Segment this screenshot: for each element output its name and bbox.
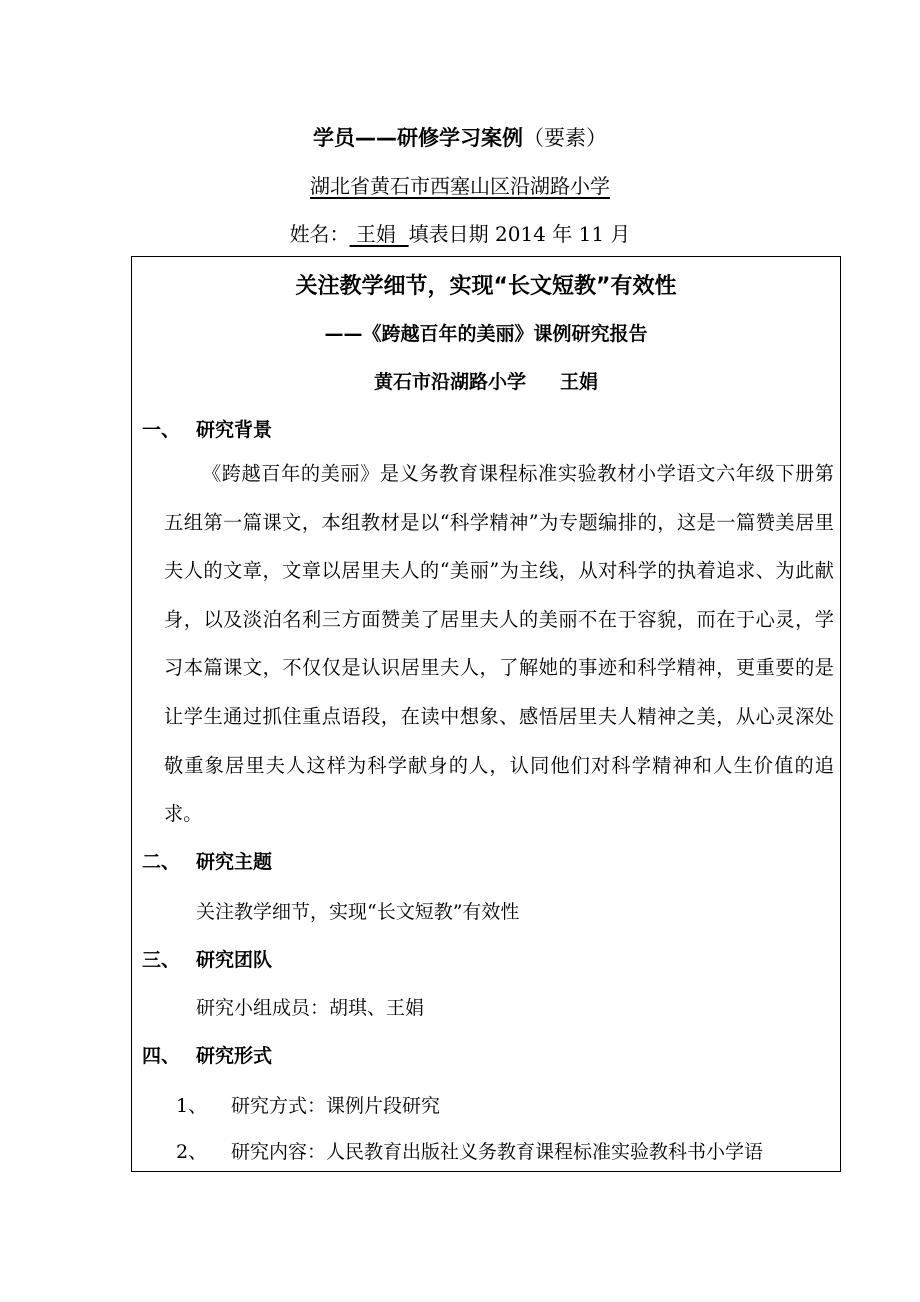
item-1-text: 研究方式：课例片段研究 — [231, 1095, 441, 1117]
name-value: 王娟 — [349, 222, 409, 246]
item-2-num: 2、 — [176, 1141, 208, 1163]
section-3-heading — [142, 945, 272, 972]
section-3-text: 研究小组成员：胡琪、王娟 — [196, 997, 425, 1019]
form-title — [0, 122, 920, 152]
section-2-heading — [142, 847, 272, 874]
section-1-title: 研究背景 — [196, 419, 273, 441]
section-1-num: 一、 — [142, 419, 181, 441]
section-4-num: 四、 — [142, 1045, 181, 1067]
author-name: 王娟 — [560, 371, 599, 393]
section-1-heading — [142, 415, 272, 442]
item-1-num: 1、 — [176, 1095, 208, 1117]
section-1-paragraph: 《跨越百年的美丽》是义务教育课程标准实验教材小学语文六年级下册第五组第一篇课文，本组教材是以“科学精神”为专题编排的，这是一篇赞美居里夫人的文章，文章以居里夫人的“美丽”为主线，从对科学的执着追求、为此献身，以及淡泊名利三方面赞美了居里夫人的美丽不在于容貌，而在于心灵，学习本篇课文，不仅仅是认识居里夫人，了解她的事迹和科学精神，更重要的是让学生通过抓住重点语段，在读中想象、感悟居里夫人精神之美，从心灵深处敬重象居里夫人这样为科学献身的人，认同他们对科学精神和人生价值的追求。 — [164, 462, 834, 826]
report-title: 关注教学细节，实现“长文短教”有效性 — [295, 274, 677, 299]
date-label: 填表日期 2014 年 11 月 — [408, 222, 631, 246]
item-2-text: 研究内容：人民教育出版社义务教育课程标准实验教科书小学语 — [231, 1141, 764, 1163]
school-name: 湖北省黄石市西塞山区沿湖路小学 — [310, 174, 610, 198]
section-4-title: 研究形式 — [196, 1045, 273, 1067]
section-3-title: 研究团队 — [196, 949, 273, 971]
section-4-item-1 — [176, 1091, 440, 1118]
author-school: 黄石市沿湖路小学 — [373, 371, 526, 393]
report-author — [132, 367, 840, 394]
section-2-text: 关注教学细节，实现“长文短教”有效性 — [196, 901, 520, 923]
school-line — [0, 170, 920, 199]
section-4-item-2 — [176, 1137, 763, 1164]
section-4-heading — [142, 1041, 272, 1068]
section-3-num: 三、 — [142, 949, 181, 971]
name-label: 姓名： — [289, 222, 350, 246]
form-title-main: 学员——研修学习案例 — [313, 126, 523, 150]
name-date-line — [0, 218, 920, 247]
report-box — [131, 256, 841, 1172]
form-title-paren: （要素） — [523, 126, 607, 150]
section-2-title: 研究主题 — [196, 851, 273, 873]
report-subtitle: ——《跨越百年的美丽》课例研究报告 — [324, 323, 648, 345]
section-2-num: 二、 — [142, 851, 181, 873]
